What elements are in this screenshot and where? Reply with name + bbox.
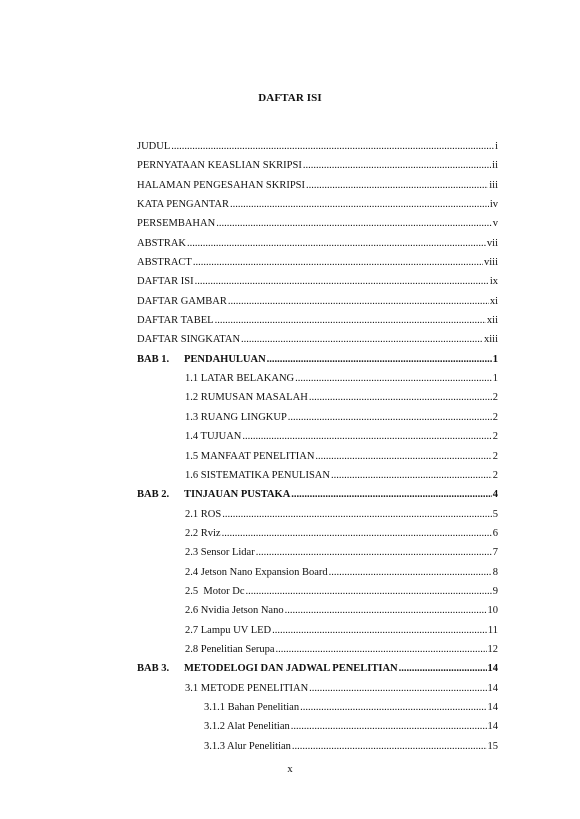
toc-entry-page: ii (492, 160, 498, 172)
dot-leader (309, 682, 486, 695)
toc-entry-label: DAFTAR SINGKATAN (137, 334, 241, 346)
chapter-number: BAB 1. (137, 353, 170, 365)
toc-entry-label: 1.2 RUMUSAN MASALAH (185, 392, 308, 404)
toc-section-entry (137, 546, 498, 565)
dot-leader (241, 333, 483, 346)
toc-entry-label: JUDUL (137, 141, 171, 152)
dot-leader (306, 179, 488, 192)
dot-leader (292, 740, 487, 753)
toc-entry-label: HALAMAN PENGESAHAN SKRIPSI (137, 179, 306, 191)
dot-leader (300, 701, 486, 714)
toc-entry-page: 4 (492, 489, 498, 501)
toc-front-entry (137, 237, 498, 256)
dot-leader (246, 585, 492, 598)
toc-entry-label: ABSTRACT (137, 257, 192, 269)
dot-leader (331, 469, 492, 482)
dot-leader (329, 566, 492, 579)
toc-subsection-entry (137, 720, 498, 739)
toc-front-entry (137, 159, 498, 178)
toc-entry-page: ix (489, 276, 498, 288)
toc-entry-label: DAFTAR TABEL (137, 315, 214, 327)
toc-chapter-entry (137, 662, 498, 681)
toc-entry-label: 1.6 SISTEMATIKA PENULISAN (185, 469, 330, 481)
toc-entry-label: KATA PENGANTAR (137, 199, 229, 211)
dot-leader (303, 159, 491, 172)
toc-chapter-entry (137, 488, 498, 507)
toc-entry-page: 2 (492, 431, 498, 443)
toc-entry-page: 8 (492, 566, 498, 578)
toc-entry-label: 2.5 Motor Dc (185, 585, 245, 597)
toc-entry-label: PERSEMBAHAN (137, 218, 216, 230)
dot-leader (230, 198, 489, 211)
chapter-number: BAB 3. (137, 663, 170, 675)
toc-entry-label: PERNYATAAN KEASLIAN SKRIPSI (137, 160, 302, 172)
toc-entry-page: viii (483, 257, 498, 269)
toc-entry-page: 2 (492, 411, 498, 423)
toc-section-entry (137, 604, 498, 623)
toc-entry-page: vii (486, 237, 498, 249)
toc-section-entry (137, 372, 498, 391)
dot-leader (171, 140, 494, 153)
toc-entry-page: xi (489, 295, 498, 307)
toc-entry-label: 2.1 ROS (185, 508, 222, 520)
toc-entry-page: v (492, 218, 498, 230)
toc-section-entry (137, 566, 498, 585)
toc-entry-label: 2.7 Lampu UV LED (185, 624, 272, 636)
toc-entry-page: 14 (487, 682, 498, 694)
toc-entry-page: 15 (487, 740, 498, 752)
toc-subsection-entry (137, 701, 498, 720)
toc-entry-page: 5 (492, 508, 498, 520)
toc-entry-label: 2.8 Penelitian Serupa (185, 643, 275, 655)
toc-entry-page: 7 (492, 547, 498, 559)
toc-front-entry (137, 275, 498, 294)
dot-leader (267, 353, 492, 366)
dot-leader (228, 295, 489, 308)
toc-front-entry (137, 217, 498, 236)
toc-entry-page: 9 (492, 585, 498, 597)
toc-entry-page: xii (486, 315, 498, 327)
dot-leader (309, 391, 492, 404)
toc-section-entry (137, 585, 498, 604)
toc-entry-label: DAFTAR GAMBAR (137, 295, 227, 307)
page-number: x (287, 764, 293, 775)
toc-subsection-entry (137, 740, 498, 759)
toc-section-entry (137, 430, 498, 449)
toc-section-entry (137, 469, 498, 488)
dot-leader (315, 450, 491, 463)
chapter-number: BAB 2. (137, 489, 170, 501)
toc-entry-page: 1 (492, 353, 498, 365)
dot-leader (399, 662, 487, 675)
toc-entry-label: ABSTRAK (137, 237, 187, 249)
dot-leader (216, 217, 492, 230)
dot-leader (256, 546, 492, 559)
toc-entry-label: 1.3 RUANG LINGKUP (185, 411, 287, 423)
toc-front-entry (137, 314, 498, 333)
toc-entry-label: DAFTAR ISI (137, 276, 194, 288)
toc-entry-label: PENDAHULUAN (184, 353, 266, 365)
toc-front-entry (137, 333, 498, 352)
toc-entry-page: 14 (487, 701, 498, 713)
toc-section-entry (137, 624, 498, 643)
toc-entry-page: 1 (492, 373, 498, 385)
toc-entry-page: 14 (487, 663, 498, 675)
toc-front-entry (137, 295, 498, 314)
toc-chapter-entry (137, 353, 498, 372)
toc-section-entry (137, 508, 498, 527)
toc-entry-page: 6 (492, 527, 498, 539)
toc-entry-label: 2.6 Nvidia Jetson Nano (185, 605, 284, 617)
dot-leader (285, 604, 487, 617)
toc-entry-page: 11 (487, 624, 498, 636)
toc-entry-page: 2 (492, 392, 498, 404)
toc-entry-label: 2.2 Rviz (185, 527, 221, 539)
toc-entry-page: 14 (487, 721, 498, 733)
toc-entry-page: 12 (487, 643, 498, 655)
dot-leader (295, 372, 492, 385)
toc-section-entry (137, 450, 498, 469)
dot-leader (193, 256, 483, 269)
toc-entry-page: xiii (483, 334, 498, 346)
toc-entry-label: 2.3 Sensor Lidar (185, 547, 255, 559)
toc-section-entry (137, 682, 498, 701)
toc-front-entry (137, 179, 498, 198)
page-title: DAFTAR ISI (258, 92, 322, 104)
toc-entry-label: TINJAUAN PUSTAKA (184, 489, 291, 501)
dot-leader (222, 527, 492, 540)
toc-section-entry (137, 411, 498, 430)
dot-leader (215, 314, 486, 327)
toc-entry-label: 3.1.2 Alat Penelitian (204, 721, 290, 733)
dot-leader (242, 430, 491, 443)
toc-entry-label: 3.1 METODE PENELITIAN (185, 682, 309, 694)
toc-entry-label: 3.1.1 Bahan Penelitian (204, 701, 300, 713)
dot-leader (291, 720, 487, 733)
toc-section-entry (137, 643, 498, 662)
toc-front-entry (137, 256, 498, 275)
toc-entry-page: 10 (487, 605, 498, 617)
toc-section-entry (137, 527, 498, 546)
toc-entry-page: i (495, 141, 498, 152)
toc-section-entry (137, 391, 498, 410)
toc-front-entry (137, 198, 498, 217)
dot-leader (195, 275, 489, 288)
toc-entry-label: 1.1 LATAR BELAKANG (185, 373, 295, 385)
toc-entry-label: 2.4 Jetson Nano Expansion Board (185, 566, 328, 578)
dot-leader (187, 237, 486, 250)
toc-entry-page: iii (489, 179, 498, 191)
toc-entry-page: 2 (492, 469, 498, 481)
toc-entry-page: 2 (492, 450, 498, 462)
dot-leader (276, 643, 487, 656)
dot-leader (222, 508, 492, 521)
toc-front-entry (137, 140, 498, 159)
dot-leader (291, 488, 491, 501)
toc-entry-page: iv (489, 199, 498, 211)
toc-entry-label: 1.4 TUJUAN (185, 431, 242, 443)
dot-leader (288, 411, 492, 424)
toc-entry-label: METODELOGI DAN JADWAL PENELITIAN (184, 663, 398, 675)
dot-leader (272, 624, 487, 637)
toc-entry-label: 1.5 MANFAAT PENELITIAN (185, 450, 315, 462)
table-of-contents (137, 140, 498, 759)
toc-entry-label: 3.1.3 Alur Penelitian (204, 740, 291, 752)
